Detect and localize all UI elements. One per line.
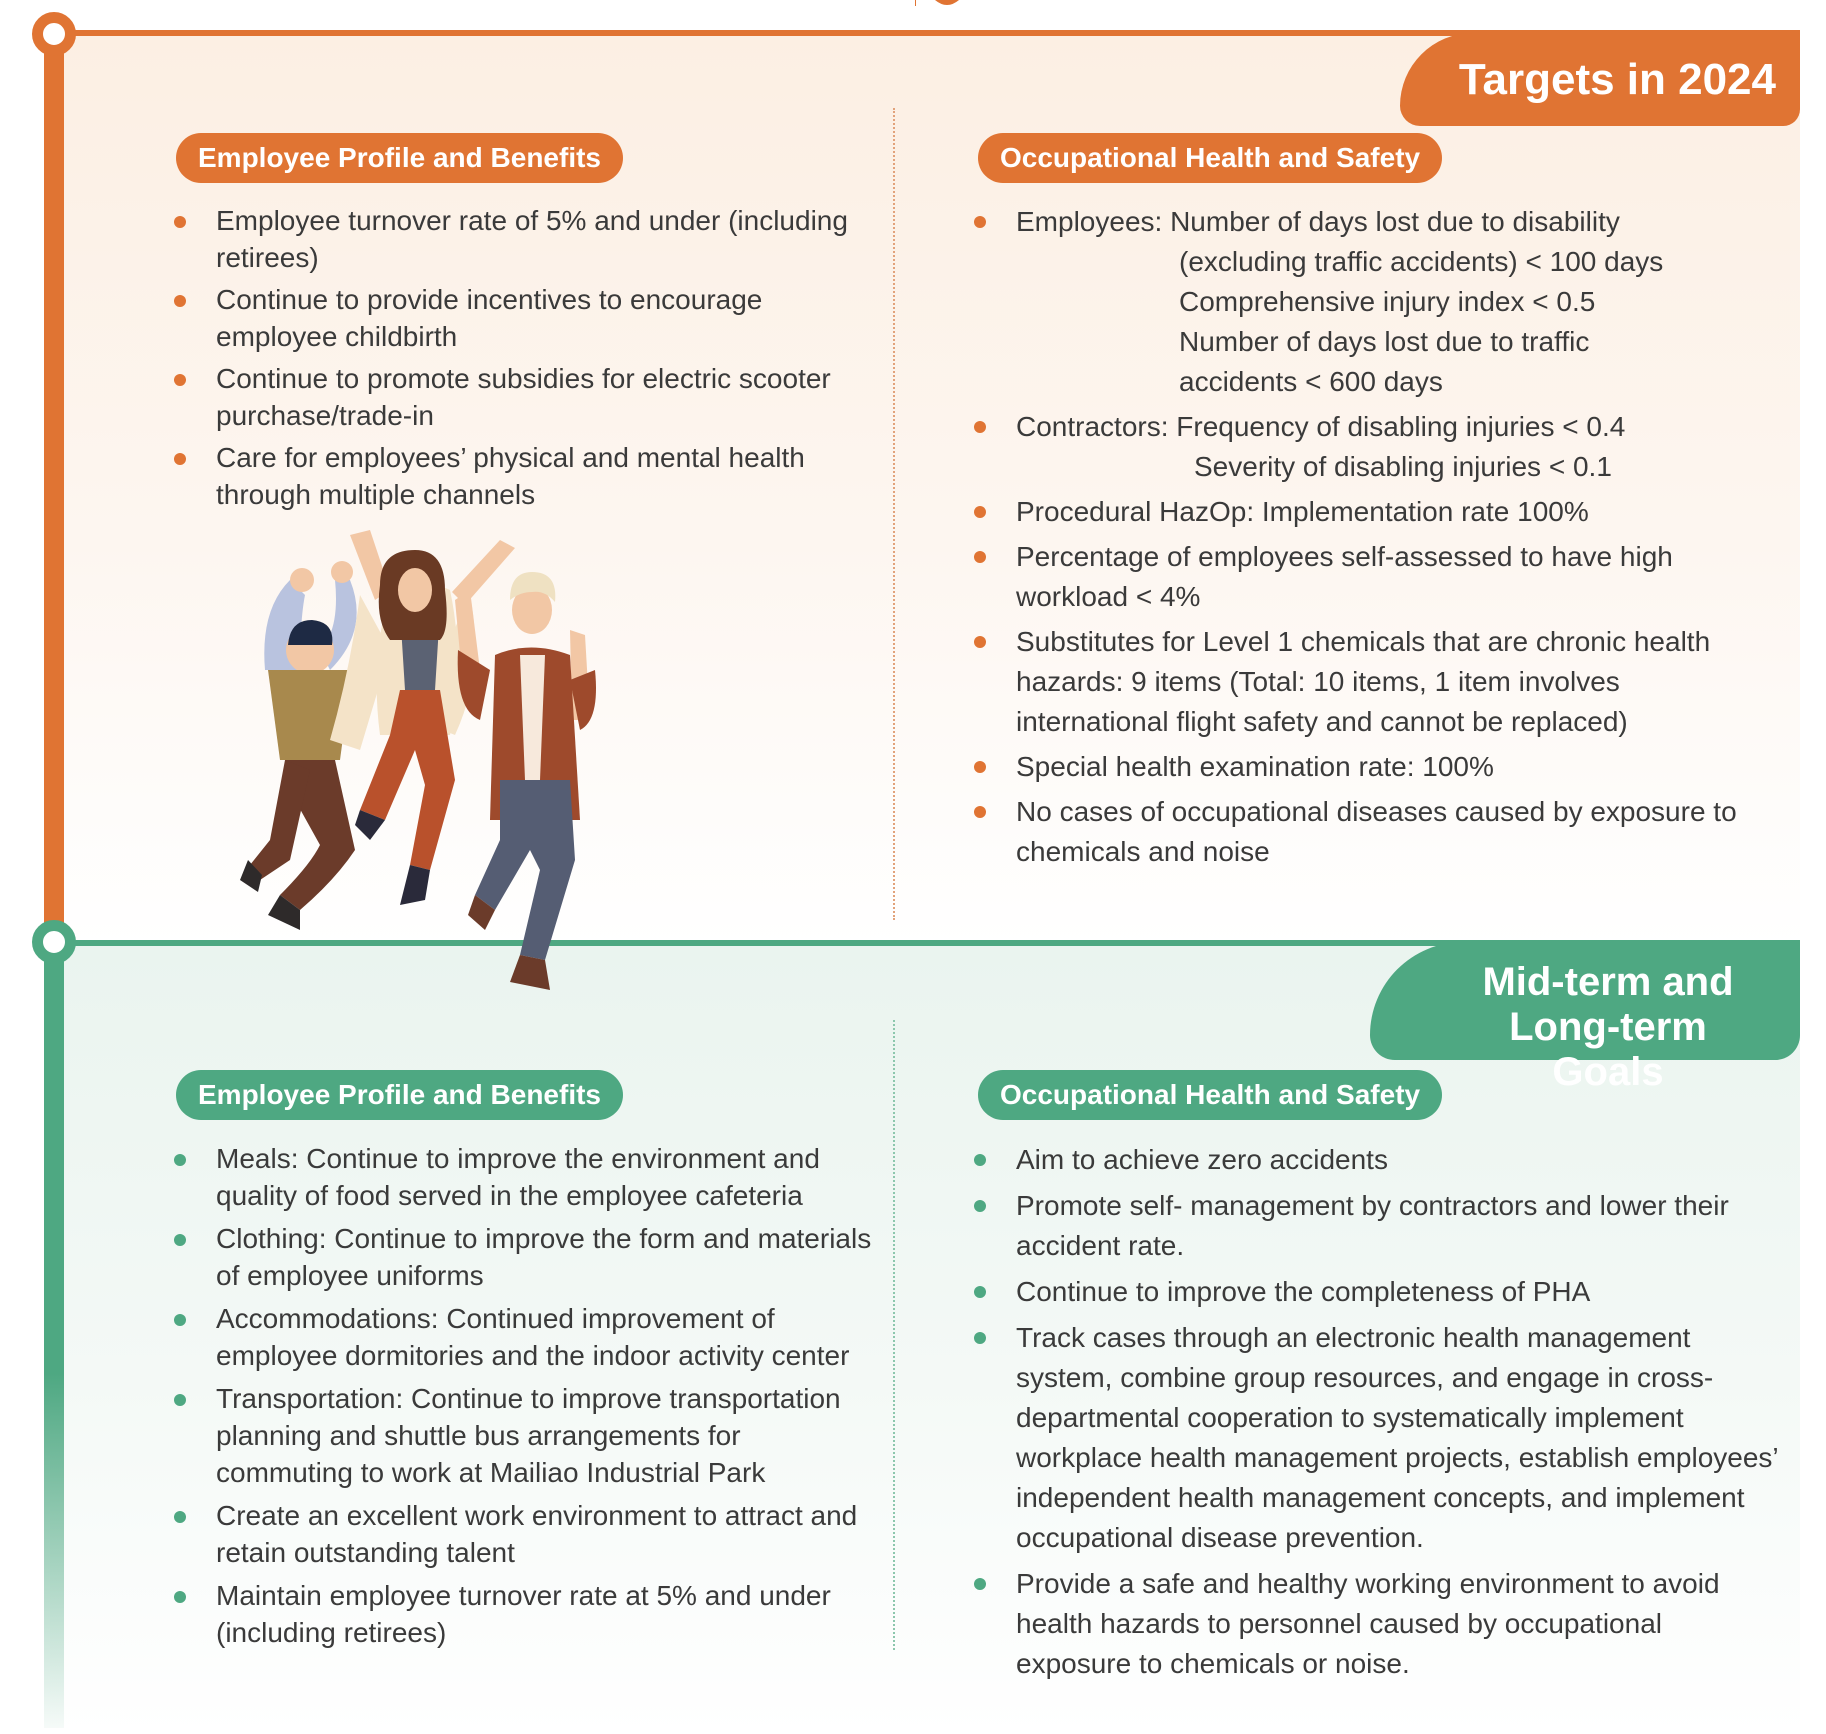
contractors-line: Frequency of disabling injuries < 0.4: [1176, 411, 1626, 442]
targets-employee-list: [172, 202, 852, 518]
list-item: Clothing: Continue to improve the form and materials of employee uniforms: [172, 1220, 882, 1294]
list-item: Provide a safe and healthy working environment to avoid health hazards to personnel caused by occupational exposure to chemicals or noise.: [972, 1564, 1782, 1684]
goals-banner-line1: Mid-term and: [1482, 960, 1734, 1004]
employees-line: Number of days lost due to traffic: [1179, 326, 1590, 357]
list-item: Continue to promote subsidies for electric scooter purchase/trade-in: [172, 360, 852, 434]
targets-ohs-heading: Occupational Health and Safety: [978, 133, 1442, 183]
employees-label: Employees:: [1016, 206, 1163, 237]
timeline-node-icon: [32, 920, 76, 964]
goals-employee-heading: Employee Profile and Benefits: [176, 1070, 623, 1120]
list-item: Care for employees’ physical and mental health through multiple channels: [172, 439, 852, 513]
list-item: Continue to provide incentives to encourage employee childbirth: [172, 281, 852, 355]
column-divider: [893, 108, 895, 920]
list-item: Aim to achieve zero accidents: [972, 1140, 1782, 1180]
list-item: Create an excellent work environment to attract and retain outstanding talent: [172, 1497, 882, 1571]
targets-banner: Targets in 2024: [1400, 33, 1800, 126]
list-item-employees: [972, 202, 1772, 402]
timeline-bar-bottom: [44, 940, 64, 1728]
list-item: Promote self- management by contractors and lower their accident rate.: [972, 1186, 1782, 1266]
list-item: Procedural HazOp: Implementation rate 100%: [972, 492, 1772, 532]
goals-banner-line2: Long-term Goals: [1509, 1005, 1707, 1094]
column-divider: [893, 1020, 895, 1650]
employees-line: Comprehensive injury index < 0.5: [1179, 286, 1596, 317]
timeline-bar-top: [44, 30, 64, 940]
list-item: Maintain employee turnover rate at 5% and under (including retirees): [172, 1577, 882, 1651]
timeline-node-icon: [32, 12, 76, 56]
person-right: [455, 572, 596, 990]
contractors-label: Contractors:: [1016, 411, 1169, 442]
list-item-contractors: [972, 407, 1772, 487]
employees-line: (excluding traffic accidents) < 100 days: [1179, 246, 1664, 277]
list-item: Continue to improve the completeness of PHA: [972, 1272, 1782, 1312]
goals-ohs-list: [972, 1140, 1782, 1690]
employees-line: Number of days lost due to disability: [1170, 206, 1620, 237]
top-decoration: [915, 0, 965, 8]
employees-line: accidents < 600 days: [1179, 366, 1443, 397]
list-item: Percentage of employees self-assessed to have high workload < 4%: [972, 537, 1772, 617]
list-item: Track cases through an electronic health management system, combine group resources, and engage in cross-departmental cooperation to systematically implement workplace health management projects, establish employees’ independent health management concepts, and implement occupational disease prevention.: [972, 1318, 1782, 1558]
list-item: Transportation: Continue to improve transportation planning and shuttle bus arrangements for commuting to work at Mailiao Industrial Park: [172, 1380, 882, 1491]
list-item: Accommodations: Continued improvement of employee dormitories and the indoor activity center: [172, 1300, 882, 1374]
targets-ohs-list: [972, 202, 1772, 877]
targets-employee-heading: Employee Profile and Benefits: [176, 133, 623, 183]
goals-employee-list: [172, 1140, 882, 1657]
person-left: [240, 561, 357, 930]
list-item: Meals: Continue to improve the environment and quality of food served in the employee cafeteria: [172, 1140, 882, 1214]
list-item: Employee turnover rate of 5% and under (including retirees): [172, 202, 852, 276]
list-item: Special health examination rate: 100%: [972, 747, 1772, 787]
goals-banner: [1370, 942, 1800, 1094]
contractors-line: Severity of disabling injuries < 0.1: [1194, 451, 1612, 482]
list-item: Substitutes for Level 1 chemicals that are chronic health hazards: 9 items (Total: 10 items, 1 item involves international flight safety and cannot be replaced): [972, 622, 1772, 742]
goals-ohs-heading: Occupational Health and Safety: [978, 1070, 1442, 1120]
person-middle: [330, 530, 515, 905]
list-item: No cases of occupational diseases caused by exposure to chemicals and noise: [972, 792, 1772, 872]
celebrating-employees-illustration: [240, 520, 720, 1060]
